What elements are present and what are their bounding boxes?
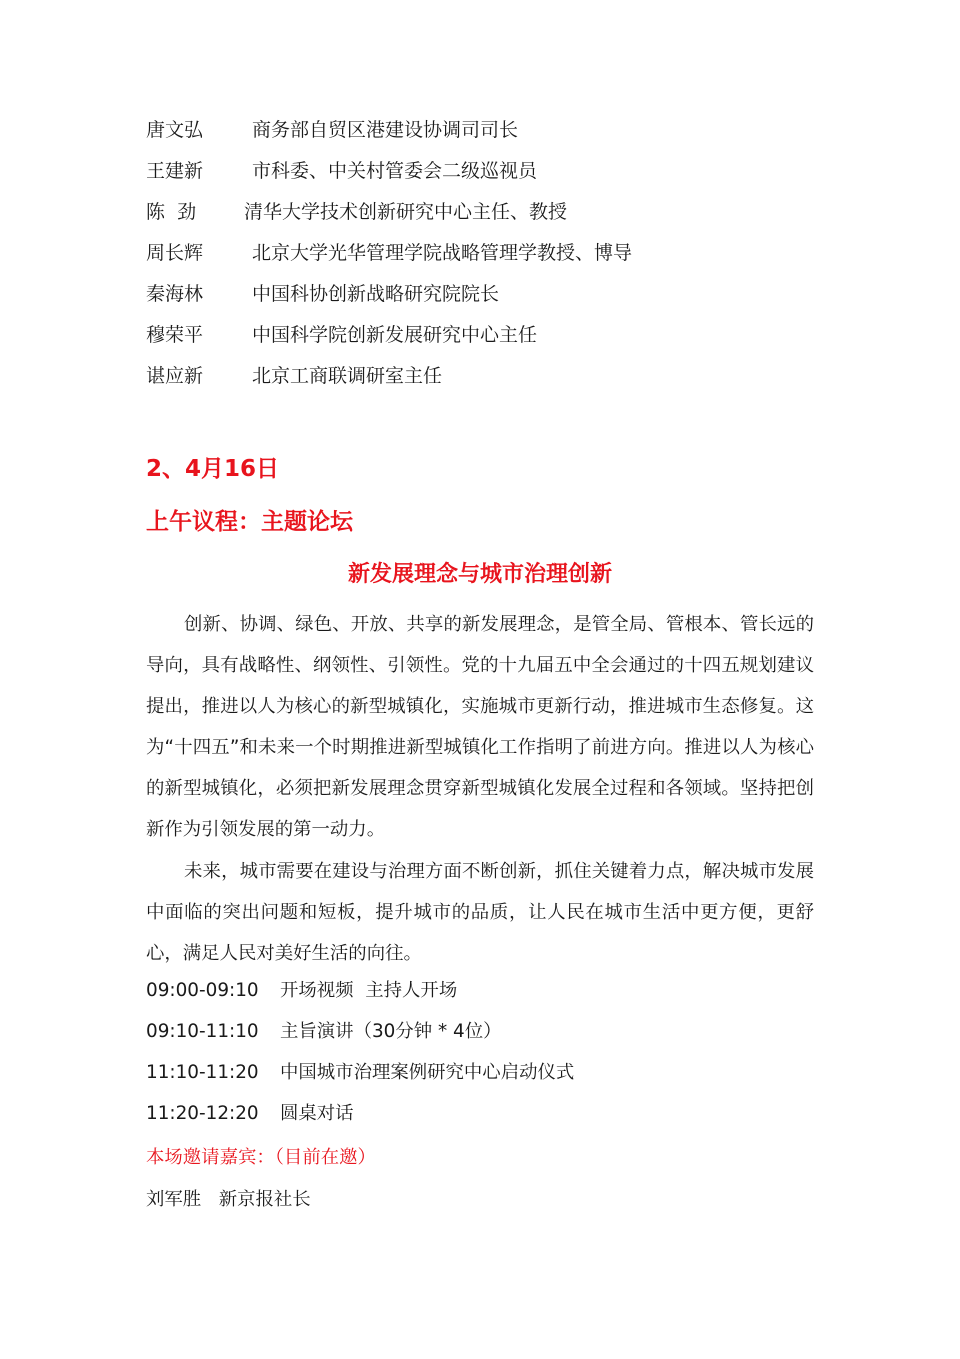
guest-title: 商务部自贸区港建设协调司司长	[252, 119, 519, 141]
guest-row	[146, 155, 826, 196]
guest-row	[146, 319, 826, 360]
guest-row	[146, 360, 826, 401]
guest-title: 中国科协创新战略研究院院长	[252, 283, 500, 305]
guest-title: 北京大学光华管理学院战略管理学教授、博导	[252, 242, 633, 264]
guest-row	[146, 196, 826, 237]
guest-row	[146, 114, 826, 155]
schedule-time: 09:00-09:10	[146, 980, 259, 1001]
guest-title: 市科委、中关村管委会二级巡视员	[252, 160, 538, 182]
guest-title: 清华大学技术创新研究中心主任、教授	[244, 201, 568, 223]
guest-name: 穆荣平	[146, 324, 204, 346]
guest-name: 秦海林	[146, 283, 204, 305]
guest-name: 周长辉	[146, 242, 204, 264]
session-heading: 上午议程：主题论坛	[146, 509, 353, 535]
schedule-row	[146, 1098, 814, 1139]
schedule-item: 中国城市治理案例研究中心启动仪式	[280, 1062, 575, 1083]
intro-paragraph: 创新、协调、绿色、开放、共享的新发展理念，是管全局、管根本、管长远的导向，具有战略性、纲领性、引领性。党的十九届五中全会通过的十四五规划建议提出，推进以人为核心的新型城镇化，实施城市更新行动，推进城市生态修复。这为“十四五”和未来一个时期推进新型城镇化工作指明了前进方向。推进以人为核心的新型城镇化，必须把新发展理念贯穿新型城镇化发展全过程和各领域。坚持把创新作为引领发展的第一动力。	[146, 614, 814, 840]
guest-name: 谌应新	[146, 365, 204, 387]
schedule-row	[146, 1016, 814, 1057]
guest-title: 中国科学院创新发展研究中心主任	[252, 324, 538, 346]
guest-name: 唐文弘	[146, 119, 204, 141]
invite-label: 本场邀请嘉宾：（目前在邀）	[146, 1147, 376, 1168]
date-heading: 2、4月16日	[146, 456, 280, 482]
schedule-time: 09:10-11:10	[146, 1021, 259, 1042]
schedule-row	[146, 1057, 814, 1098]
guest-name: 陈 劲	[146, 201, 197, 223]
schedule-item: 圆桌对话	[280, 1103, 354, 1124]
guest-title: 北京工商联调研室主任	[252, 365, 443, 387]
schedule-item: 开场视频 主持人开场	[280, 980, 458, 1001]
guest-row	[146, 237, 826, 278]
schedule-time: 11:20-12:20	[146, 1103, 259, 1124]
guest-row	[146, 278, 826, 319]
forum-title: 新发展理念与城市治理创新	[347, 562, 612, 587]
schedule-item: 主旨演讲（30分钟 * 4位）	[280, 1021, 502, 1042]
schedule-list	[146, 975, 814, 1139]
invited-guest: 刘军胜 新京报社长	[146, 1189, 311, 1210]
guest-list	[146, 114, 826, 401]
schedule-time: 11:10-11:20	[146, 1062, 259, 1083]
guest-name: 王建新	[146, 160, 204, 182]
schedule-row	[146, 975, 814, 1016]
outlook-paragraph: 未来，城市需要在建设与治理方面不断创新，抓住关键着力点，解决城市发展中面临的突出问题和短板，提升城市的品质，让人民在城市生活中更方便，更舒心，满足人民对美好生活的向往。	[146, 861, 814, 964]
